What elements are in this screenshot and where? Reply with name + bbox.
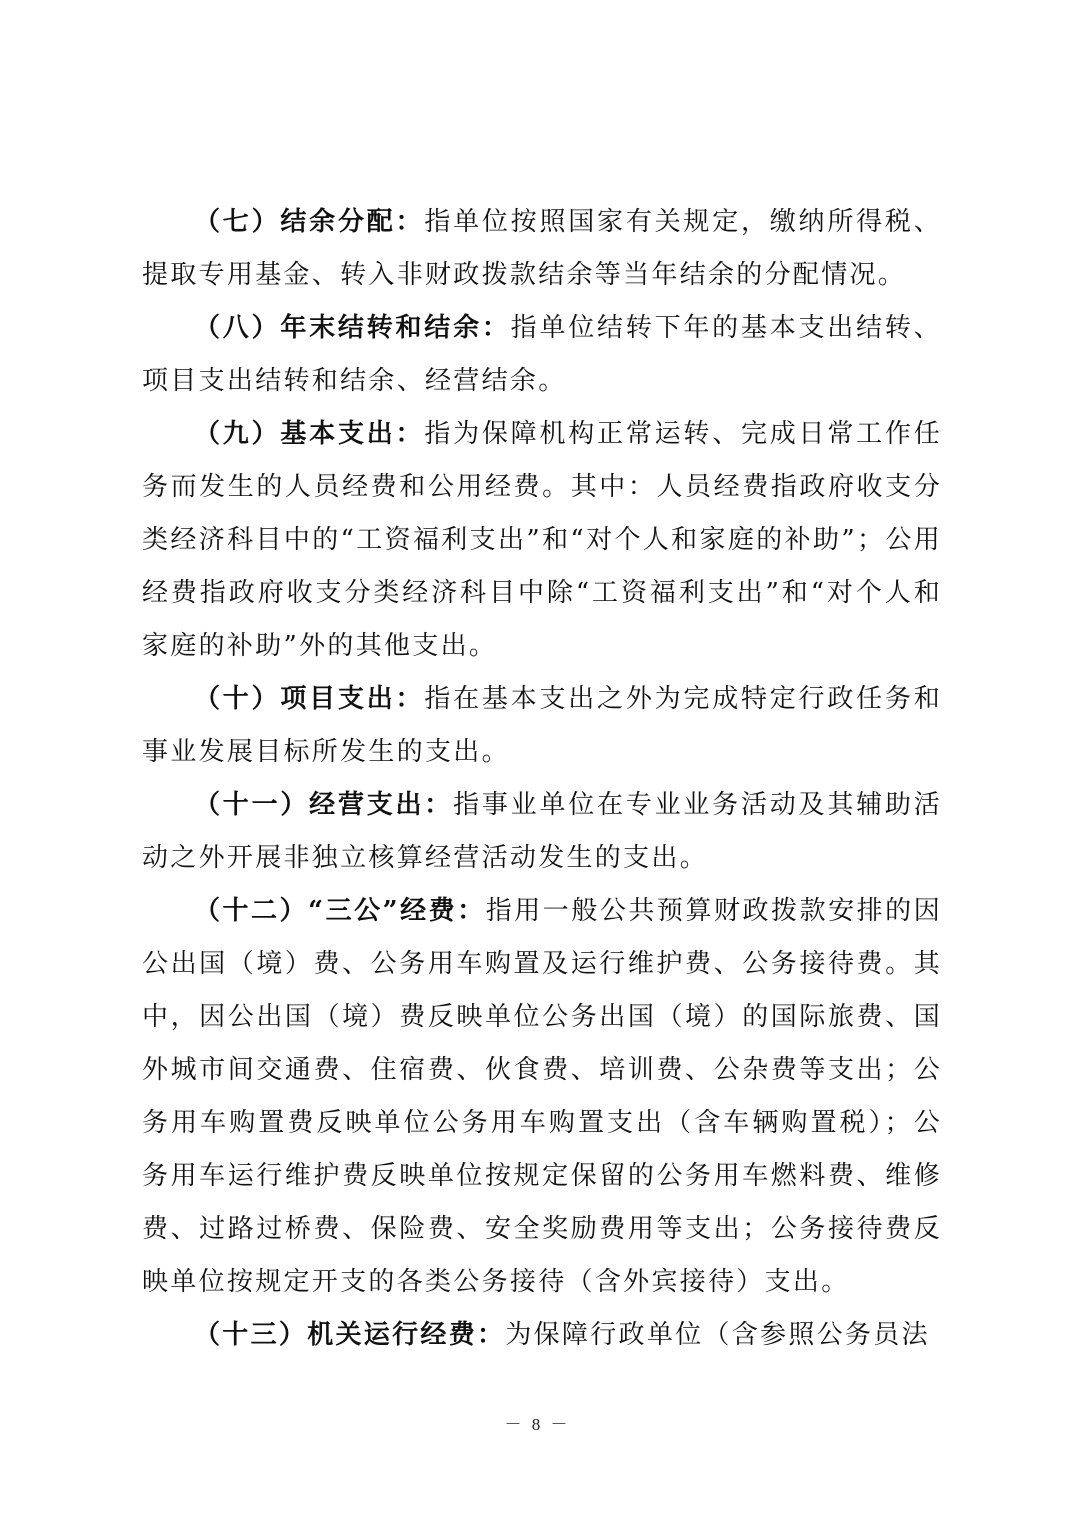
paragraph-operating-expenditure xyxy=(142,779,942,885)
document-body xyxy=(142,196,942,1362)
paragraph-year-end-carryover xyxy=(142,302,942,408)
term-heading: （十二）“三公”经费： xyxy=(194,896,486,926)
paragraph-text: 指事业单位在专业业务活动及其辅助活动之外开展非独立核算经营活动发生的支出。 xyxy=(142,790,942,873)
term-heading: （十一）经营支出： xyxy=(194,790,454,820)
paragraph-text: 指单位结转下年的基本支出结转、项目支出结转和结余、经营结余。 xyxy=(142,313,942,396)
paragraph-text: 指单位按照国家有关规定，缴纳所得税、提取专用基金、转入非财政拨款结余等当年结余的分配情况。 xyxy=(142,207,943,290)
paragraph-three-public-expenses xyxy=(142,885,942,1309)
term-heading: （十三）机关运行经费： xyxy=(194,1320,506,1350)
paragraph-basic-expenditure xyxy=(142,408,942,673)
page-number: － 8 － xyxy=(504,1415,571,1434)
paragraph-surplus-distribution xyxy=(142,196,942,302)
paragraph-text: 为保障行政单位（含参照公务员法 xyxy=(505,1320,930,1350)
paragraph-project-expenditure xyxy=(142,673,942,779)
term-heading: （十）项目支出： xyxy=(194,684,425,714)
paragraph-text: 指用一般公共预算财政拨款安排的因公出国（境）费、公务用车购置及运行维护费、公务接待费。其中，因公出国（境）费反映单位公务出国（境）的国际旅费、国外城市间交通费、住宿费、伙食费、培训费、公杂费等支出；公务用车购置费反映单位公务用车购置支出（含车辆购置税）；公务用车运行维护费反映单位按规定保留的公务用车燃料费、维修费、过路过桥费、保险费、安全奖励费用等支出；公务接待费反映单位按规定开支的各类公务接待（含外宾接待）支出。 xyxy=(142,896,942,1297)
paragraph-text: 指在基本支出之外为完成特定行政任务和事业发展目标所发生的支出。 xyxy=(142,684,943,767)
paragraph-agency-operating-funds xyxy=(142,1309,942,1362)
term-heading: （八）年末结转和结余： xyxy=(194,313,511,343)
term-heading: （七）结余分配： xyxy=(194,207,425,237)
paragraph-text: 指为保障机构正常运转、完成日常工作任务而发生的人员经费和公用经费。其中：人员经费指政府收支分类经济科目中的“工资福利支出”和“对个人和家庭的补助”；公用经费指政府收支分类经济科目中除“工资福利支出”和“对个人和家庭的补助”外的其他支出。 xyxy=(142,419,943,661)
term-heading: （九）基本支出： xyxy=(194,419,425,449)
